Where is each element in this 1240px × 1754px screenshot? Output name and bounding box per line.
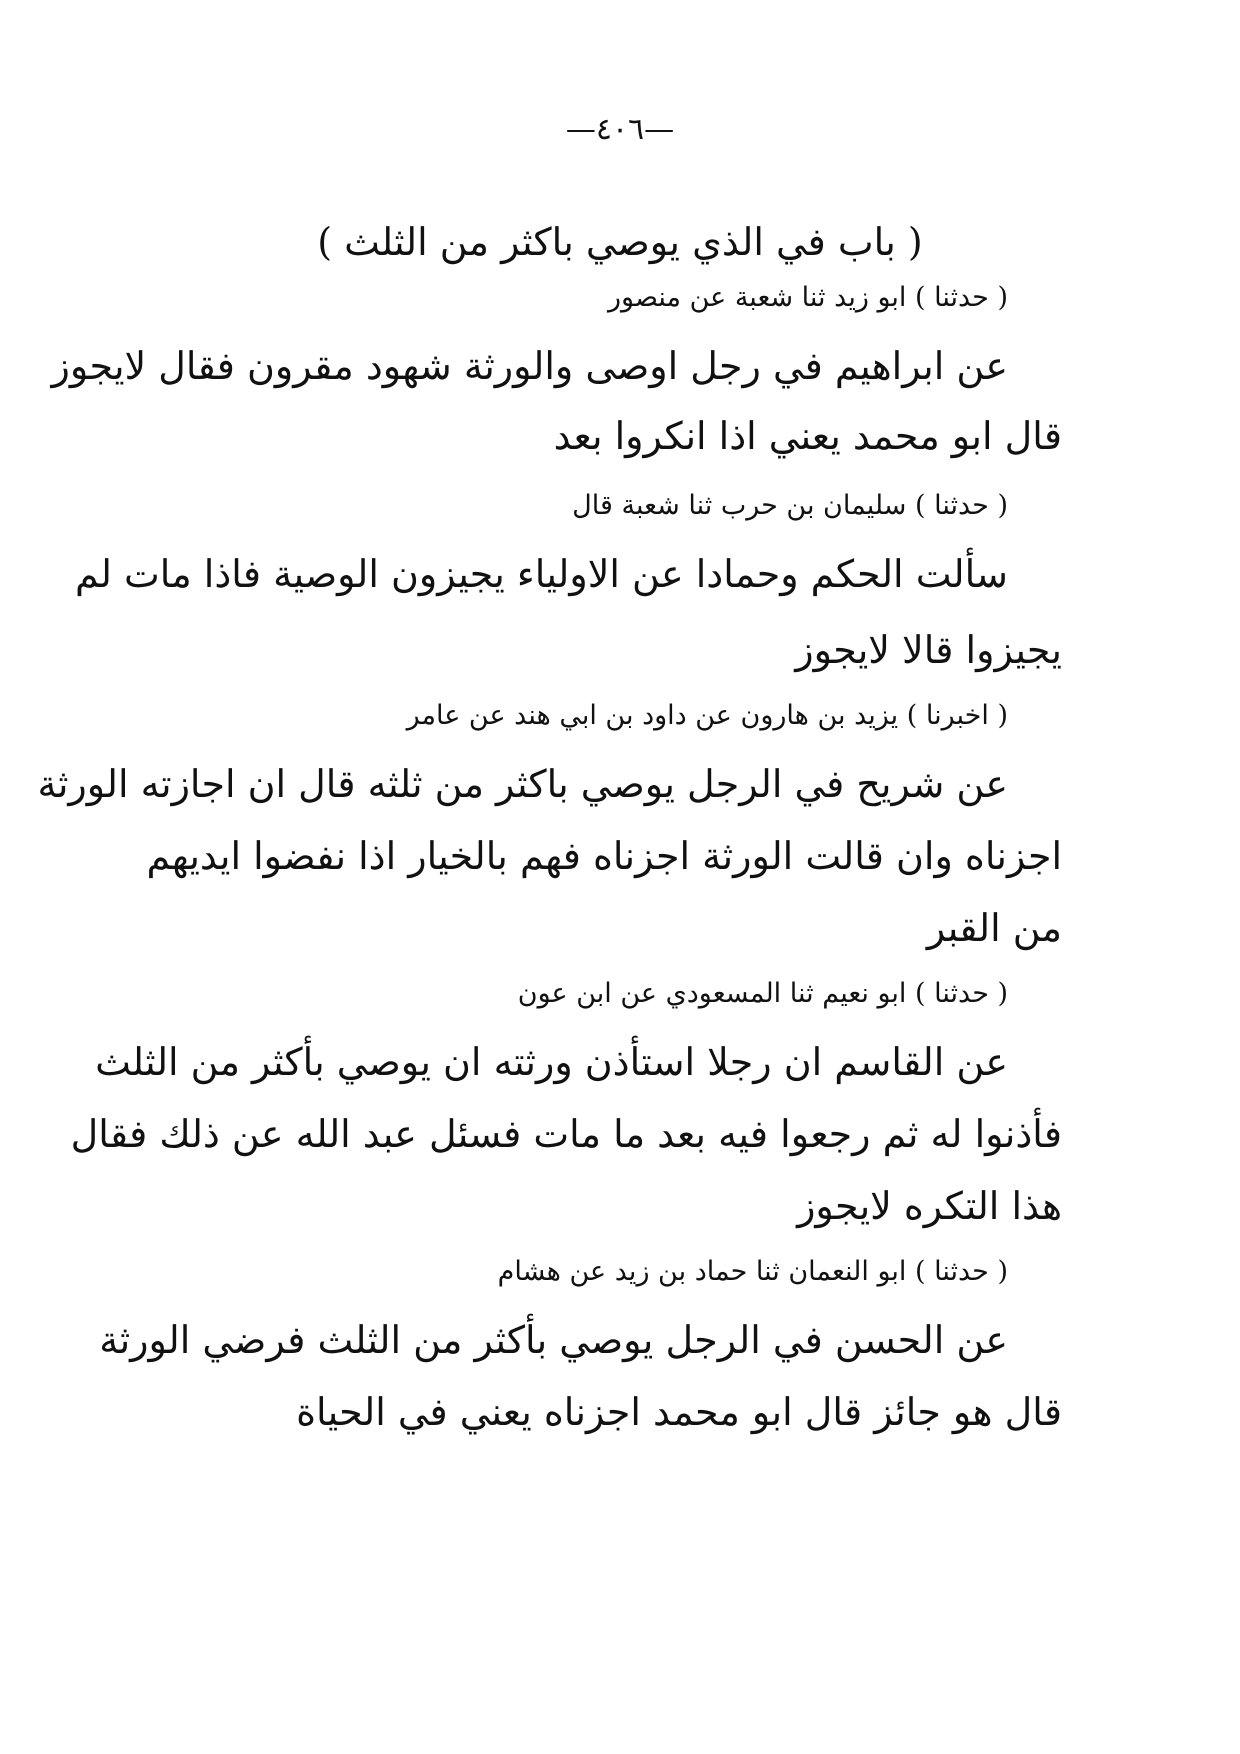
page-number: —٤٠٦— [565,112,675,147]
isnad-line: ( حدثنا ) ابو النعمان ثنا حماد بن زيد عن هشام [497,1256,1008,1287]
text-line: قال هو جائز قال ابو محمد اجزناه يعني في الحياة [296,1390,1062,1434]
text-line: سألت الحكم وحمادا عن الاولياء يجيزون الوصية فاذا مات لم [75,552,1008,596]
isnad-line: ( حدثنا ) سليمان بن حرب ثنا شعبة قال [572,490,1008,521]
text-line: اجزناه وان قالت الورثة اجزناه فهم بالخيار اذا نفضوا ايديهم [146,834,1062,878]
text-line: عن شريح في الرجل يوصي باكثر من ثلثه قال ان اجازته الورثة [37,762,1008,806]
text-line: عن القاسم ان رجلا استأذن ورثته ان يوصي بأكثر من الثلث [95,1040,1008,1084]
text-line: من القبر [926,906,1062,950]
text-line: قال ابو محمد يعني اذا انكروا بعد [553,414,1062,458]
text-line: عن ابراهيم في رجل اوصى والورثة شهود مقرون فقال لايجوز [51,344,1008,388]
text-line: هذا التكره لايجوز [797,1184,1062,1228]
isnad-line: ( حدثنا ) ابو نعيم ثنا المسعودي عن ابن عون [517,978,1008,1009]
text-line: يجيزوا قالا لايجوز [795,628,1062,672]
chapter-title: ( باب في الذي يوصي باكثر من الثلث ) [317,220,923,264]
text-line: فأذنوا له ثم رجعوا فيه بعد ما مات فسئل عبد الله عن ذلك فقال [70,1112,1062,1156]
text-line: عن الحسن في الرجل يوصي بأكثر من الثلث فرضي الورثة [99,1318,1008,1362]
isnad-line: ( اخبرنا ) يزيد بن هارون عن داود بن ابي هند عن عامر [406,700,1008,731]
isnad-line: ( حدثنا ) ابو زيد ثنا شعبة عن منصور [607,282,1008,313]
